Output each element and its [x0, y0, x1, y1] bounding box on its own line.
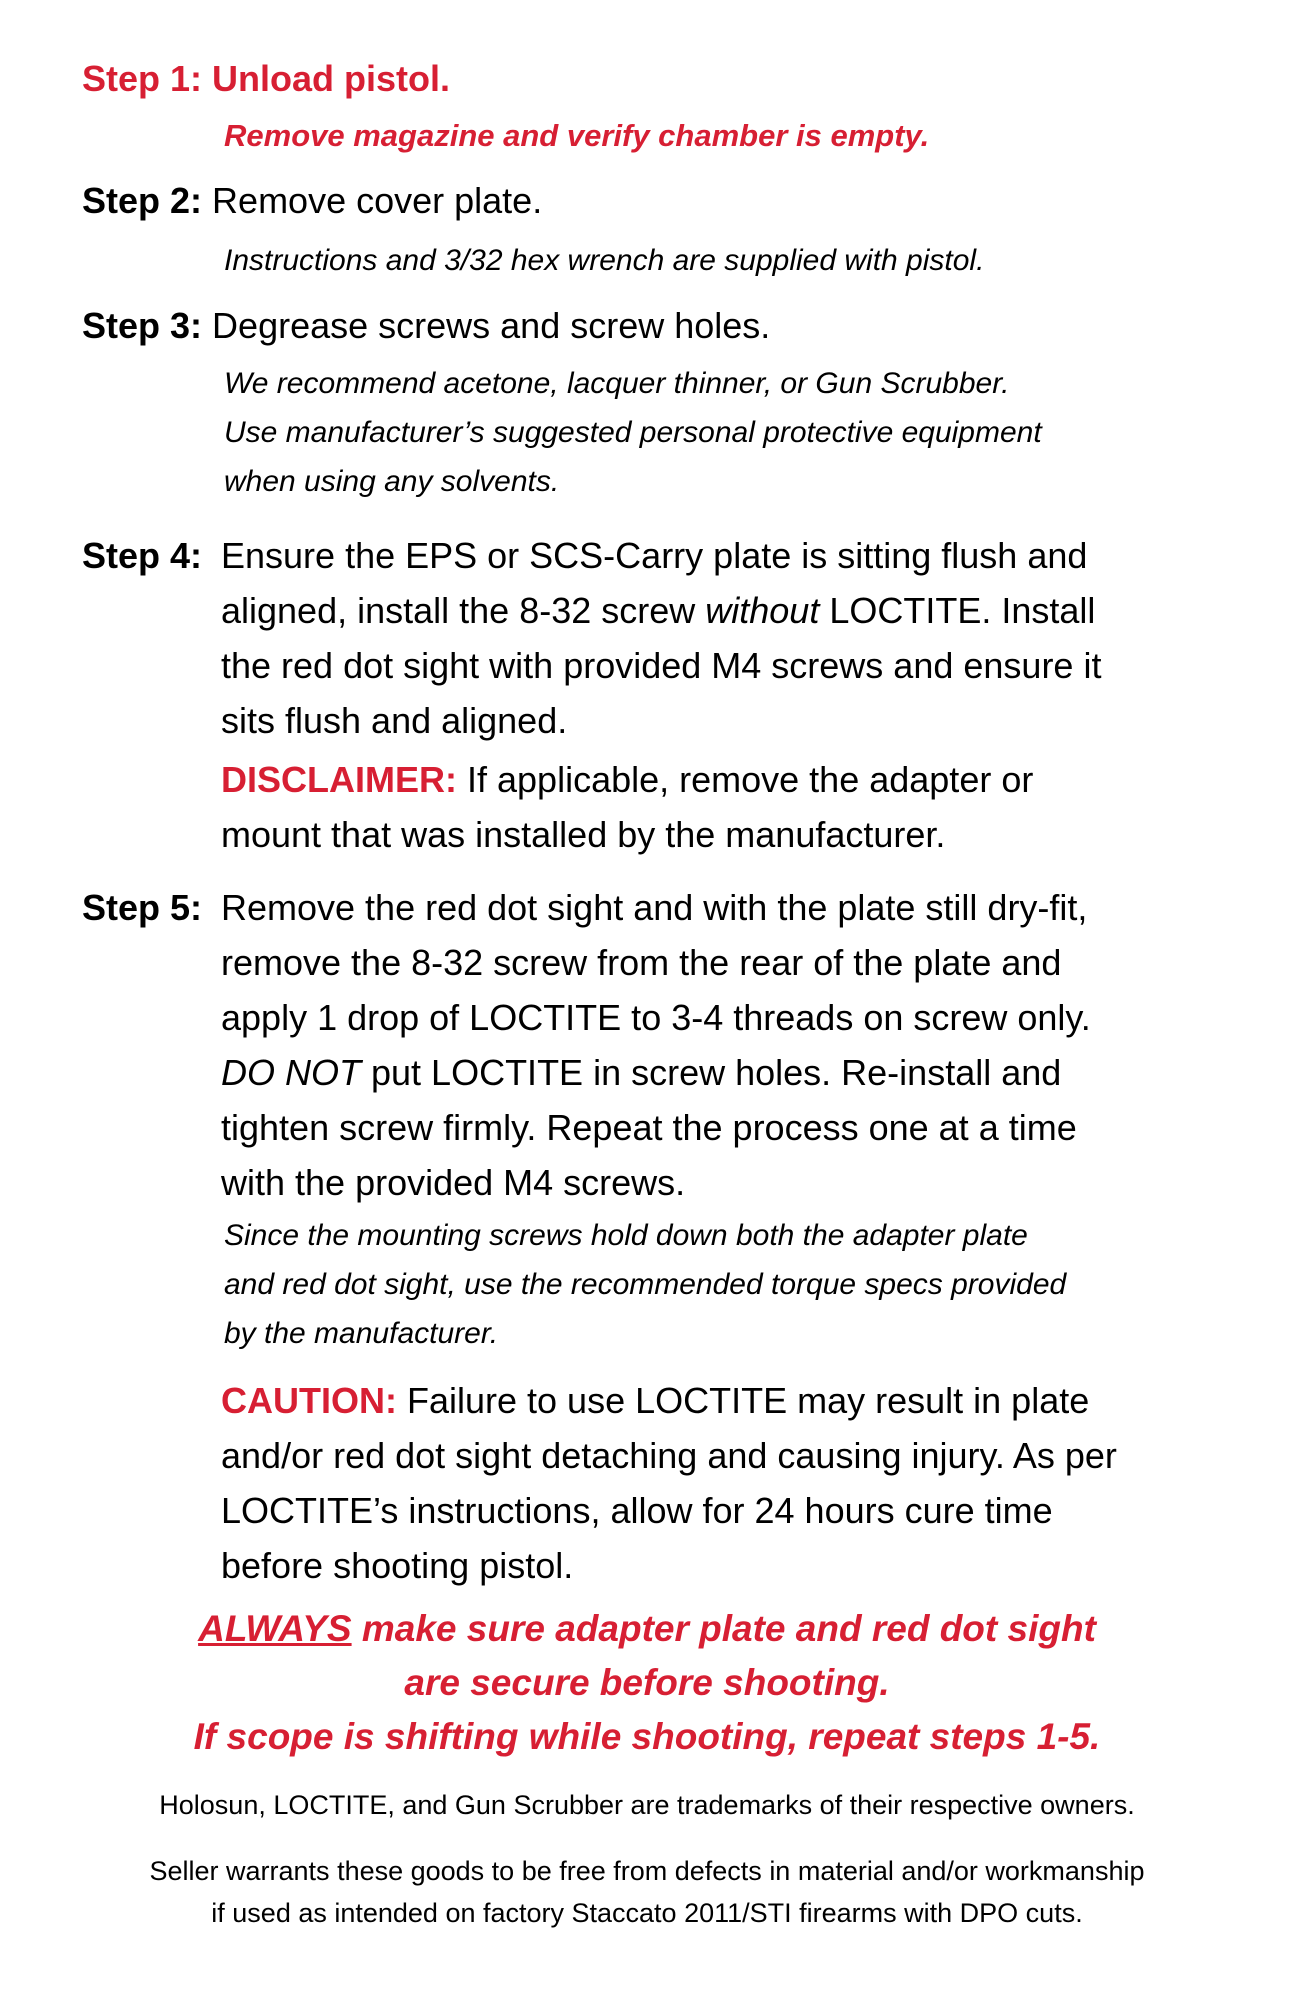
caution-line	[221, 1373, 1117, 1428]
caution-text: Failure to use LOCTITE may result in plate	[396, 1380, 1090, 1421]
warning-always: ALWAYS	[198, 1608, 352, 1649]
step4-line	[221, 583, 1101, 638]
step5-label: Step 5:	[82, 887, 203, 928]
step5-line4-b: put LOCTITE in screw holes. Re-install and	[361, 1052, 1062, 1093]
step5-note-line: by the manufacturer.	[224, 1317, 499, 1350]
step2-label: Step 2:	[82, 180, 203, 221]
step1-note: Remove magazine and verify chamber is empty.	[224, 118, 930, 153]
caution-label: CAUTION:	[221, 1380, 397, 1421]
step5-line: Remove the red dot sight and with the plate still dry-fit,	[221, 887, 1088, 928]
warning-line1-rest: make sure adapter plate and red dot sight	[351, 1608, 1096, 1649]
step3	[82, 305, 770, 347]
step5-body	[221, 880, 1091, 1210]
caution	[221, 1373, 1117, 1593]
step1-title: Step 1: Unload pistol.	[82, 58, 451, 99]
caution-line: and/or red dot sight detaching and causing injury. As per	[221, 1435, 1117, 1476]
step5-note	[224, 1211, 1066, 1358]
step4-label: Step 4:	[82, 535, 203, 576]
step5-line	[221, 1045, 1091, 1100]
step5-line: remove the 8-32 screw from the rear of the plate and	[221, 942, 1062, 983]
step3-text: Degrease screws and screw holes.	[212, 305, 771, 346]
caution-line: LOCTITE’s instructions, allow for 24 hours cure time	[221, 1490, 1053, 1531]
disclaimer-line: mount that was installed by the manufacturer.	[221, 814, 946, 855]
disclaimer	[221, 752, 1033, 862]
step2	[82, 180, 542, 222]
caution-line: before shooting pistol.	[221, 1545, 574, 1586]
step5-line: apply 1 drop of LOCTITE to 3-4 threads on screw only.	[221, 997, 1091, 1038]
warning-line: are secure before shooting.	[404, 1662, 890, 1703]
warning-line	[0, 1602, 1294, 1656]
step4-line: the red dot sight with provided M4 screws and ensure it	[221, 645, 1102, 686]
step4-line: sits flush and aligned.	[221, 700, 568, 741]
step4-body	[221, 528, 1101, 748]
step4-line2-b: LOCTITE. Install	[819, 590, 1096, 631]
trademarks-notice: Holosun, LOCTITE, and Gun Scrubber are trademarks of their respective owners.	[159, 1790, 1135, 1820]
warning-line: If scope is shifting while shooting, repeat steps 1-5.	[193, 1716, 1101, 1757]
disclaimer-label: DISCLAIMER:	[221, 759, 457, 800]
step3-note-line: when using any solvents.	[224, 465, 560, 498]
warning-block	[0, 1602, 1294, 1764]
step3-note-line: We recommend acetone, lacquer thinner, or Gun Scrubber.	[224, 367, 1010, 400]
step2-text: Remove cover plate.	[212, 180, 543, 221]
step4-line2-a: aligned, install the 8-32 screw	[221, 590, 706, 631]
warranty-line: if used as intended on factory Staccato 2011/STI firearms with DPO cuts.	[211, 1898, 1083, 1928]
disclaimer-text: If applicable, remove the adapter or	[457, 759, 1034, 800]
step3-label: Step 3:	[82, 305, 203, 346]
step5-note-line: and red dot sight, use the recommended torque specs provided	[224, 1268, 1067, 1301]
step3-note	[224, 359, 1042, 506]
step4-line: Ensure the EPS or SCS-Carry plate is sitting flush and	[221, 535, 1088, 576]
warranty-line: Seller warrants these goods to be free from defects in material and/or workmanship	[149, 1856, 1145, 1886]
step2-note: Instructions and 3/32 hex wrench are supplied with pistol.	[224, 244, 985, 277]
disclaimer-line	[221, 752, 1033, 807]
step5-line: tighten screw firmly. Repeat the process one at a time	[221, 1107, 1077, 1148]
step5-note-line: Since the mounting screws hold down both the adapter plate	[224, 1219, 1028, 1252]
step4-emphasis: without	[705, 590, 820, 631]
step5-line: with the provided M4 screws.	[221, 1162, 686, 1203]
step3-note-line: Use manufacturer’s suggested personal protective equipment	[224, 416, 1042, 449]
warranty-notice	[0, 1850, 1294, 1934]
step5-emphasis: DO NOT	[221, 1052, 361, 1093]
